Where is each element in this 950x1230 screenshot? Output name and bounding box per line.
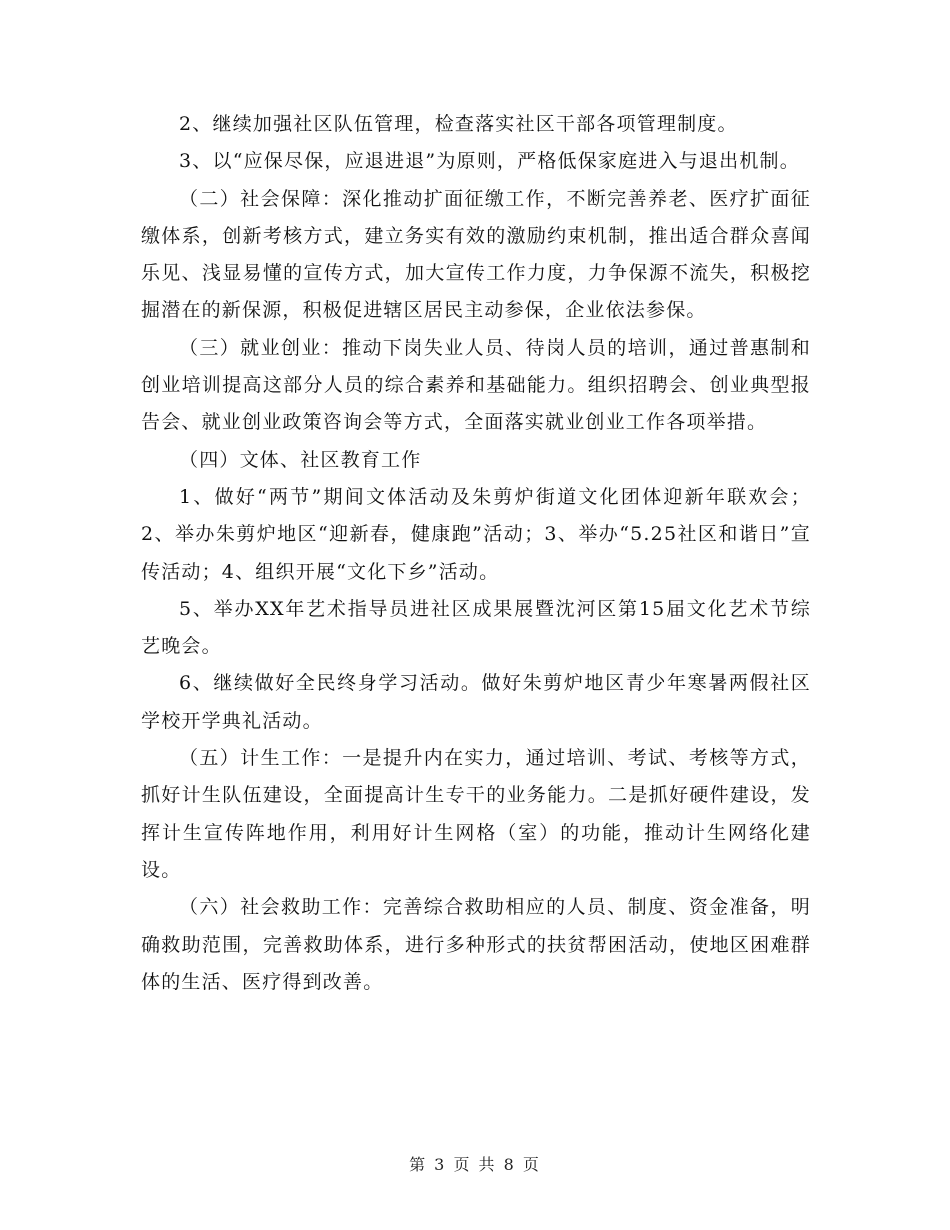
paragraph-9: （五）计生工作：一是提升内在实力，通过培训、考试、考核等方式，抓好计生队伍建设，全面提高计生专干的业务能力。二是抓好硬件建设，发挥计生宣传阵地作用，利用好计生网格（室）的功能，推动计生网络化建设。 [141, 747, 811, 881]
paragraph-2: 3、以“应保尽保，应退进退”为原则，严格低保家庭进入与退出机制。 [179, 150, 800, 173]
paragraph-7: 5、举办XX年艺术指导员进社区成果展暨沈河区第15届文化艺术节综艺晚会。 [141, 597, 811, 658]
page-number-footer: 第 3 页 共 8 页 [409, 1155, 541, 1174]
paragraph-10: （六）社会救助工作：完善综合救助相应的人员、制度、资金准备，明确救助范围，完善救助体系，进行多种形式的扶贫帮困活动，使地区困难群体的生活、医疗得到改善。 [141, 896, 811, 993]
document-body [141, 106, 811, 1001]
paragraph-3: （二）社会保障：深化推动扩面征缴工作，不断完善养老、医疗扩面征缴体系，创新考核方式，建立务实有效的激励约束机制，推出适合群众喜闻乐见、浅显易懂的宣传方式，加大宣传工作力度，力争保源不流失，积极挖掘潜在的新保源，积极促进辖区居民主动参保，企业依法参保。 [141, 187, 811, 322]
paragraph-4: （三）就业创业：推动下岗失业人员、待岗人员的培训，通过普惠制和创业培训提高这部分人员的综合素养和基础能力。组织招聘会、创业典型报告会、就业创业政策咨询会等方式，全面落实就业创业工作各项举措。 [141, 336, 811, 434]
paragraph-8: 6、继续做好全民终身学习活动。做好朱剪炉地区青少年寒暑两假社区学校开学典礼活动。 [141, 672, 811, 732]
paragraph-5: （四）文体、社区教育工作 [179, 448, 422, 471]
paragraph-1: 2、继续加强社区队伍管理，检查落实社区干部各项管理制度。 [179, 113, 738, 135]
paragraph-6: 1、做好“两节”期间文体活动及朱剪炉街道文化团体迎新年联欢会；2、举办朱剪炉地区“迎新春，健康跑”活动；3、举办“5.25社区和谐日”宣传活动；4、组织开展“文化下乡”活动。 [141, 485, 811, 583]
